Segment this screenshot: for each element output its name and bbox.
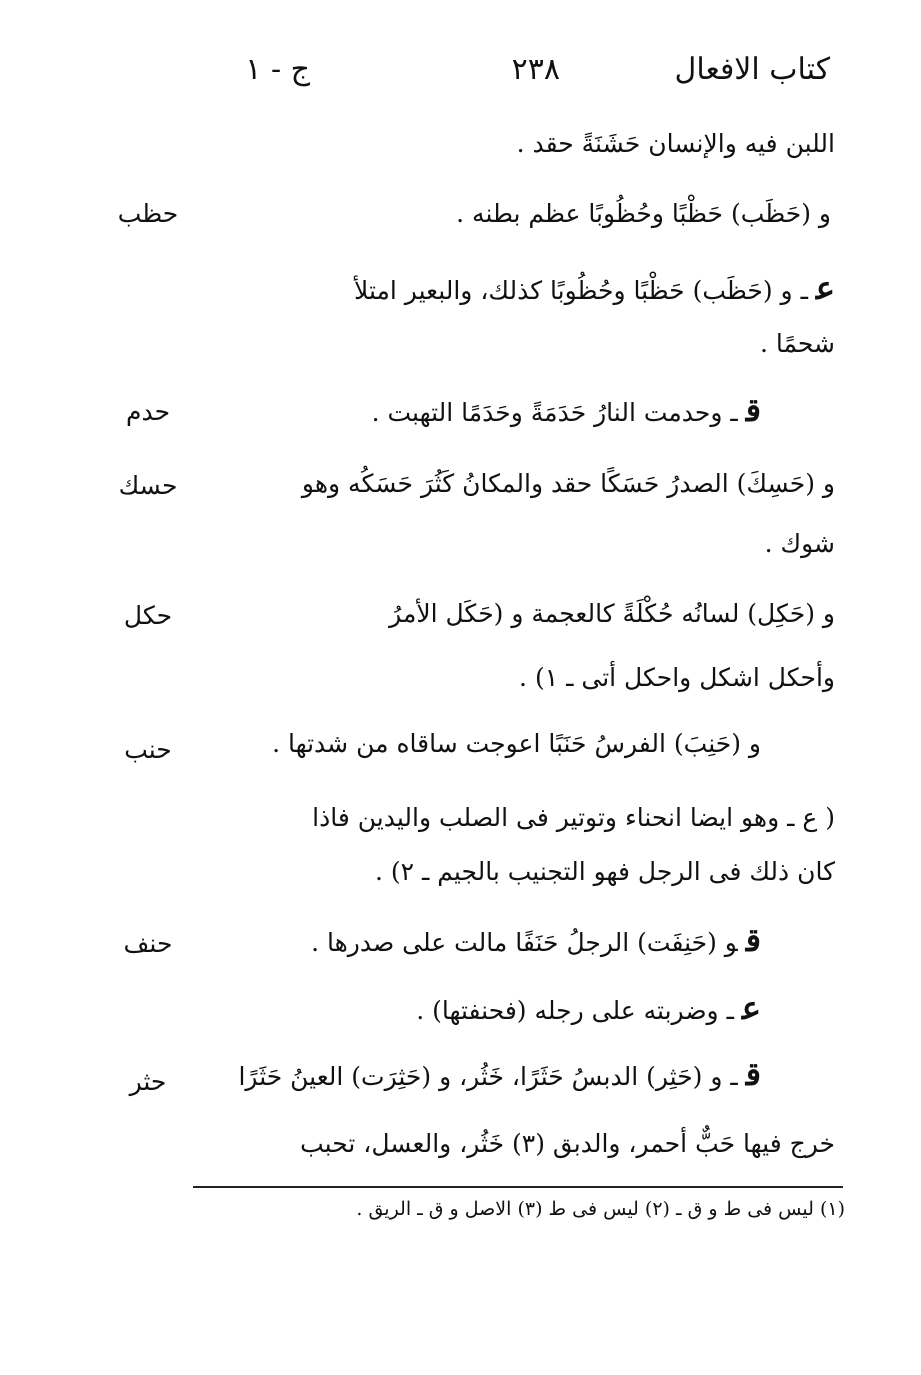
margin-word-hazab: حظب: [117, 199, 179, 228]
line-text: اللبن فيه والإنسان حَشَنَةً حقد .: [516, 129, 835, 158]
margin-word-hasak: حسك: [118, 471, 178, 500]
text-line-7: [765, 524, 835, 564]
margin-word-hakal: حكل: [123, 601, 173, 630]
line-text: ـ و (حَظَب) حَظْبًا وحُظُوبًا كذلك، والبعير امتلأ: [354, 276, 808, 305]
text-line-11: [312, 798, 835, 838]
volume-label: ج - ١: [245, 52, 310, 87]
text-line-8: [389, 594, 835, 634]
text-line-13: [311, 920, 761, 963]
margin-word-hathar: حثر: [129, 1067, 167, 1096]
line-text: خرج فيها حَبٌّ أحمر، والدبق (٣) خَثُر، والعسل، تحبب: [300, 1129, 835, 1158]
text-line-6: [302, 464, 835, 504]
margin-word-hanab: حنب: [124, 735, 172, 764]
margin-word-hadam: حدم: [125, 397, 171, 426]
page-number: ٢٣٨: [511, 52, 560, 87]
text-line-3: [354, 268, 835, 311]
line-text: و (حَسِكَ) الصدرُ حَسَكًا حقد والمكانُ كَثُرَ حَسَكُه وهو: [301, 469, 835, 498]
line-text: و (حَظَب) حَظْبًا وحُظُوبًا عظم بطنه .: [456, 199, 831, 228]
line-text: و (حَنِبَ) الفرسُ حَنَبًا اعوجت ساقاه من شدتها .: [272, 729, 761, 758]
source-marker: ق: [745, 921, 761, 959]
line-text: وأحكل اشكل واحكل أتى ـ ١) .: [519, 663, 835, 692]
line-text: و (حَكِل) لسانُه حُكْلَةً كالعجمة و (حَكَل الأمرُ: [389, 599, 835, 628]
footnotes: (١) ليس فى ط و ق ـ (٢) ليس فى ط (٣) الاصل و ق ـ الريق .: [356, 1198, 845, 1220]
text-line-15: [238, 1054, 761, 1097]
margin-word-hanaf: حنف: [123, 929, 173, 958]
line-text: ـ وحدمت النارُ حَدَمَةً وحَدَمًا التهبت .: [371, 398, 738, 427]
source-marker: ع: [815, 269, 835, 307]
text-line-4: [760, 324, 835, 364]
line-text: شحمًا .: [759, 329, 835, 358]
text-line-5: [372, 390, 761, 433]
source-marker: ع: [741, 989, 761, 1027]
text-line-1: [517, 124, 835, 164]
text-line-2: [456, 194, 831, 234]
book-title: كتاب الافعال: [674, 52, 830, 87]
line-text: ـ وضربته على رجله (فحنفتها) .: [416, 996, 734, 1025]
footnote-divider: [193, 1186, 843, 1188]
line-text: و (حَنِفَت) الرجلُ حَنَفًا مالت على صدرها .: [311, 928, 738, 957]
text-line-9: [519, 658, 835, 698]
line-text: ( ع ـ وهو ايضا انحناء وتوتير فى الصلب واليدين فاذا: [312, 803, 835, 832]
source-marker: ق: [745, 391, 761, 429]
line-text: شوك .: [764, 529, 835, 558]
source-marker: ق: [745, 1055, 761, 1093]
text-line-14: [416, 988, 761, 1031]
text-line-16: [300, 1124, 835, 1164]
page-header: [200, 52, 830, 102]
line-text: ـ و (حَثِر) الدبسُ حَثَرًا، خَثُر، و (حَثِرَت) العينُ حَثَرًا: [238, 1062, 738, 1091]
text-line-12: [375, 852, 835, 892]
line-text: كان ذلك فى الرجل فهو التجنيب بالجيم ـ ٢) .: [374, 857, 835, 886]
text-line-10: [272, 724, 761, 764]
